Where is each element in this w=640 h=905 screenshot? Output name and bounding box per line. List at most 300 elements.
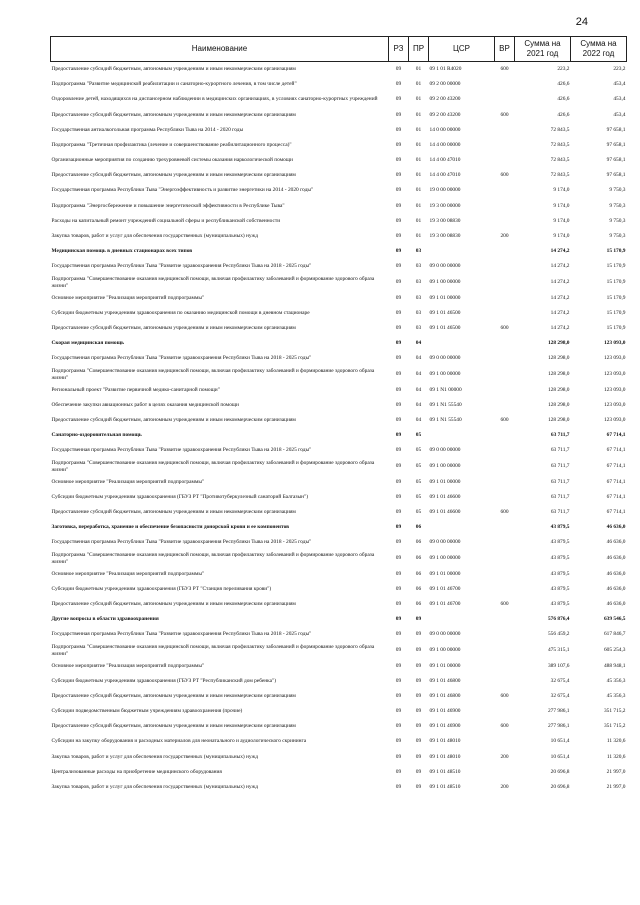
row-sum-2022-cell: 67 714,1 [606, 508, 626, 515]
row-csr-cell: 09 1 01 R4020 [429, 66, 462, 73]
row-sum-2021-cell: 9 174,0 [553, 217, 570, 224]
row-vr-cell [495, 490, 515, 505]
row-vr-cell [495, 704, 515, 719]
row-vr-cell [495, 567, 515, 582]
row-sum-2021-cell: 223,2 [557, 66, 570, 73]
row-csr-cell: 09 2 00 43200 [429, 96, 461, 103]
table-row [51, 750, 627, 765]
row-pr-cell: 05 [415, 447, 422, 454]
row-vr-cell [495, 643, 515, 659]
row-name-cell: Предоставление субсидий бюджетным, автономным учреждениям и иным некоммерческим организациям [51, 692, 296, 699]
row-csr-cell: 09 1 01 46800 [429, 692, 461, 699]
row-sum-2022-cell: 97 658,1 [606, 171, 626, 178]
row-csr-cell: 14 4 00 47010 [429, 171, 461, 178]
row-csr-cell [429, 244, 495, 259]
row-csr-cell: 09 1 01 46500 [429, 324, 461, 331]
row-sum-2022-cell: 21 997,0 [606, 783, 626, 790]
row-sum-2021-cell: 20 696,8 [550, 768, 570, 775]
table-row [51, 275, 627, 291]
row-sum-2021-cell: 9 174,0 [553, 232, 570, 239]
row-sum-2021-cell: 63 711,7 [550, 478, 570, 485]
row-rz-cell: 09 [395, 187, 402, 194]
table-row [51, 199, 627, 214]
row-csr-cell: 09 1 01 00000 [429, 478, 461, 485]
table-row [51, 214, 627, 229]
row-name-cell: Предоставление субсидий бюджетным, автономным учреждениям и иным некоммерческим организациям [51, 722, 296, 729]
row-name-cell: Предоставление субсидий бюджетным, автономным учреждениям и иным некоммерческим организациям [51, 171, 296, 178]
table-row [51, 413, 627, 428]
row-rz-cell: 09 [395, 768, 402, 775]
row-csr-cell: 09 0 00 00000 [429, 631, 461, 638]
row-sum-2022-cell: 67 714,1 [606, 431, 626, 438]
row-sum-2022-cell: 15 170,9 [606, 247, 626, 254]
row-csr-cell: 09 1 01 48510 [429, 768, 461, 775]
row-sum-2022-cell: 123 093,0 [603, 401, 626, 408]
row-vr-cell [495, 428, 515, 443]
row-vr-cell [495, 92, 515, 108]
header-sum-2021: Сумма на 2021 год [515, 37, 571, 62]
row-csr-cell: 14 4 00 00000 [429, 141, 461, 148]
row-csr-cell: 09 1 N1 55540 [429, 416, 462, 423]
row-name-cell: Подпрограмма "Совершенствование оказания медицинской помощи, включая профилактику заболеваний и формирование здорового образа жизни" [51, 460, 375, 473]
row-vr-cell [495, 659, 515, 674]
row-sum-2022-cell: 46 636,0 [606, 555, 626, 562]
row-sum-2022-cell: 488 948,1 [603, 662, 626, 669]
row-sum-2022-cell: 123 093,0 [603, 416, 626, 423]
budget-table [50, 36, 627, 795]
row-pr-cell: 03 [415, 294, 422, 301]
row-csr-cell: 09 1 01 46800 [429, 677, 461, 684]
row-sum-2021-cell: 63 711,7 [550, 463, 570, 470]
table-row [51, 123, 627, 138]
row-sum-2021-cell: 426,6 [557, 96, 570, 103]
row-name-cell: Подпрограмма "Третичная профилактика (лечение и совершенствование реабилитационного процесса)" [51, 141, 292, 148]
row-sum-2021-cell: 14 274,2 [550, 263, 570, 270]
row-sum-2021-cell: 128 298,0 [547, 386, 570, 393]
row-rz-cell: 09 [395, 615, 402, 622]
table-row [51, 291, 627, 306]
row-pr-cell: 03 [415, 263, 422, 270]
row-rz-cell: 09 [395, 431, 402, 438]
row-name-cell: Предоставление субсидий бюджетным, автономным учреждениям и иным некоммерческим организациям [51, 324, 296, 331]
row-rz-cell: 09 [395, 309, 402, 316]
row-rz-cell: 09 [395, 493, 402, 500]
row-sum-2022-cell: 639 546,5 [603, 615, 626, 622]
row-name-cell: Подпрограмма "Совершенствование оказания медицинской помощи, включая профилактику заболеваний и формирование здорового образа жизни" [51, 368, 375, 381]
row-rz-cell: 09 [395, 631, 402, 638]
row-rz-cell: 09 [395, 722, 402, 729]
row-name-cell: Обеспечение закупки авиационных работ в целях оказания медицинской помощи [51, 401, 239, 408]
row-pr-cell: 04 [415, 401, 422, 408]
row-pr-cell: 09 [415, 738, 422, 745]
row-pr-cell: 01 [415, 80, 422, 87]
row-csr-cell: 09 1 01 46600 [429, 493, 461, 500]
row-sum-2022-cell: 11 320,6 [606, 738, 626, 745]
row-csr-cell: 09 1 01 00000 [429, 662, 461, 669]
row-name-cell: Оздоровление детей, находящихся на диспансерном наблюдении в медицинских организациях, в условиях санаторно-курортных учреждений [51, 96, 378, 103]
row-csr-cell: 09 0 00 00000 [429, 263, 461, 270]
row-sum-2022-cell: 15 170,9 [606, 263, 626, 270]
row-name-cell: Медицинская помощь в дневных стационарах всех типов [51, 247, 193, 254]
row-name-cell: Государственная программа Республики Тыва "Энергоэффективность и развитие энергетики на 2014 - 2020 годы" [51, 187, 314, 194]
row-sum-2022-cell: 97 658,1 [606, 141, 626, 148]
row-name-cell: Закупка товаров, работ и услуг для обеспечения государственных (муниципальных) нужд [51, 753, 259, 760]
table-header-row [51, 37, 627, 62]
row-csr-cell: 09 1 N1 55540 [429, 401, 462, 408]
row-sum-2022-cell: 67 714,1 [606, 447, 626, 454]
row-vr-cell [495, 734, 515, 750]
row-rz-cell: 09 [395, 738, 402, 745]
row-vr-cell: 200 [500, 783, 509, 790]
row-sum-2021-cell: 63 711,7 [550, 508, 570, 515]
row-sum-2021-cell: 72 843,5 [550, 126, 570, 133]
row-csr-cell: 09 1 00 00000 [429, 279, 461, 286]
row-vr-cell [495, 535, 515, 551]
row-sum-2022-cell: 123 093,0 [603, 355, 626, 362]
row-pr-cell: 01 [415, 232, 422, 239]
row-name-cell: Подпрограмма "Совершенствование оказания медицинской помощи, включая профилактику заболеваний и формирование здорового образа жизни" [51, 552, 375, 565]
row-sum-2021-cell: 14 274,2 [550, 324, 570, 331]
row-sum-2022-cell: 97 658,1 [606, 156, 626, 163]
row-sum-2022-cell: 15 170,9 [606, 324, 626, 331]
row-vr-cell: 600 [500, 111, 509, 118]
table-row [51, 719, 627, 734]
row-rz-cell: 09 [395, 263, 402, 270]
row-csr-cell [429, 612, 495, 627]
row-sum-2021-cell: 475 315,1 [547, 647, 570, 654]
row-name-cell: Основное мероприятие "Реализация мероприятий подпрограммы" [51, 294, 205, 301]
row-sum-2021-cell: 128 298,0 [547, 401, 570, 408]
row-sum-2022-cell: 67 714,1 [606, 493, 626, 500]
row-sum-2022-cell: 46 636,0 [606, 585, 626, 592]
table-row [51, 443, 627, 459]
row-rz-cell: 09 [395, 508, 402, 515]
row-pr-cell: 01 [415, 126, 422, 133]
row-sum-2021-cell: 43 879,5 [550, 600, 570, 607]
row-sum-2021-cell: 14 274,2 [550, 294, 570, 301]
table-row [51, 597, 627, 612]
row-sum-2022-cell: 46 636,0 [606, 523, 626, 530]
row-sum-2021-cell: 43 879,5 [550, 555, 570, 562]
row-rz-cell: 09 [395, 647, 402, 654]
row-sum-2022-cell: 9 750,3 [609, 232, 626, 239]
row-vr-cell: 600 [500, 600, 509, 607]
row-rz-cell: 09 [395, 707, 402, 714]
row-sum-2021-cell: 277 986,1 [547, 707, 570, 714]
row-sum-2021-cell: 576 876,4 [547, 615, 570, 622]
row-sum-2022-cell: 46 636,0 [606, 570, 626, 577]
table-row [51, 383, 627, 398]
row-vr-cell [495, 123, 515, 138]
table-row [51, 459, 627, 475]
row-sum-2021-cell: 128 298,0 [547, 355, 570, 362]
row-sum-2022-cell: 46 636,0 [606, 539, 626, 546]
row-vr-cell [495, 582, 515, 597]
row-sum-2022-cell: 9 750,3 [609, 217, 626, 224]
header-name: Наименование [51, 37, 389, 62]
header-csr: ЦСР [429, 37, 495, 62]
row-vr-cell: 600 [500, 416, 509, 423]
row-vr-cell [495, 367, 515, 383]
table-row [51, 336, 627, 351]
row-sum-2022-cell: 9 750,3 [609, 202, 626, 209]
row-pr-cell: 05 [415, 508, 422, 515]
row-csr-cell: 19 3 00 08830 [429, 217, 461, 224]
header-vr: ВР [495, 37, 515, 62]
row-name-cell: Основное мероприятие "Реализация мероприятий подпрограммы" [51, 478, 205, 485]
row-sum-2022-cell: 453,4 [613, 111, 626, 118]
row-pr-cell: 04 [415, 339, 422, 346]
row-csr-cell: 09 1 01 46700 [429, 585, 461, 592]
row-name-cell: Субсидии подведомственным бюджетным учреждениям здравоохранения (прочие) [51, 707, 243, 714]
row-sum-2022-cell: 123 093,0 [603, 339, 626, 346]
row-pr-cell: 01 [415, 96, 422, 103]
row-name-cell: Предоставление субсидий бюджетным, автономным учреждениям и иным некоммерческим организациям [51, 416, 296, 423]
table-row [51, 490, 627, 505]
row-sum-2022-cell: 123 093,0 [603, 386, 626, 393]
row-pr-cell: 09 [415, 631, 422, 638]
row-vr-cell [495, 214, 515, 229]
table-row [51, 92, 627, 108]
table-row [51, 321, 627, 336]
row-rz-cell: 09 [395, 156, 402, 163]
row-vr-cell [495, 551, 515, 567]
row-rz-cell: 09 [395, 463, 402, 470]
table-row [51, 153, 627, 168]
row-vr-cell [495, 138, 515, 153]
row-rz-cell: 09 [395, 141, 402, 148]
row-vr-cell [495, 383, 515, 398]
row-vr-cell: 600 [500, 692, 509, 699]
row-pr-cell: 01 [415, 217, 422, 224]
row-sum-2022-cell: 617 846,7 [603, 631, 626, 638]
row-csr-cell: 09 1 N1 00000 [429, 386, 462, 393]
table-row [51, 244, 627, 259]
row-name-cell: Государственная программа Республики Тыва "Развитие здравоохранения Республики Тыва на 2018 - 2025 годы" [51, 355, 312, 362]
table-row [51, 138, 627, 153]
row-name-cell: Региональный проект "Развитие первичной медико-санитарной помощи" [51, 386, 220, 393]
row-sum-2021-cell: 10 651,4 [550, 753, 570, 760]
table-row [51, 612, 627, 627]
row-vr-cell: 600 [500, 171, 509, 178]
table-row [51, 520, 627, 535]
row-sum-2022-cell: 45 356,3 [606, 677, 626, 684]
row-rz-cell: 09 [395, 539, 402, 546]
row-name-cell: Закупка товаров, работ и услуг для обеспечения государственных (муниципальных) нужд [51, 232, 259, 239]
row-pr-cell: 01 [415, 111, 422, 118]
row-sum-2021-cell: 43 879,5 [550, 523, 570, 530]
row-csr-cell: 09 1 01 46700 [429, 600, 461, 607]
row-rz-cell: 09 [395, 232, 402, 239]
row-csr-cell [429, 336, 495, 351]
row-vr-cell [495, 244, 515, 259]
table-row [51, 765, 627, 780]
row-sum-2021-cell: 128 298,0 [547, 416, 570, 423]
table-row [51, 62, 627, 77]
row-pr-cell: 01 [415, 141, 422, 148]
row-vr-cell [495, 398, 515, 413]
row-sum-2021-cell: 63 711,7 [550, 493, 570, 500]
row-csr-cell: 09 2 00 43200 [429, 111, 461, 118]
row-pr-cell: 05 [415, 478, 422, 485]
row-sum-2021-cell: 43 879,5 [550, 539, 570, 546]
table-row [51, 108, 627, 123]
row-vr-cell: 200 [500, 753, 509, 760]
row-vr-cell [495, 275, 515, 291]
row-pr-cell: 09 [415, 692, 422, 699]
table-row [51, 398, 627, 413]
row-csr-cell: 09 1 01 48010 [429, 753, 461, 760]
table-row [51, 183, 627, 199]
row-vr-cell: 600 [500, 66, 509, 73]
row-vr-cell [495, 259, 515, 275]
row-sum-2022-cell: 11 320,6 [606, 753, 626, 760]
row-rz-cell: 09 [395, 217, 402, 224]
row-rz-cell: 09 [395, 585, 402, 592]
row-pr-cell: 04 [415, 371, 422, 378]
row-name-cell: Предоставление субсидий бюджетным, автономным учреждениям и иным некоммерческим организациям [51, 508, 296, 515]
row-sum-2022-cell: 605 254,3 [603, 647, 626, 654]
row-rz-cell: 09 [395, 111, 402, 118]
row-rz-cell: 09 [395, 96, 402, 103]
row-rz-cell: 09 [395, 247, 402, 254]
row-pr-cell: 06 [415, 600, 422, 607]
row-sum-2022-cell: 453,4 [613, 80, 626, 87]
row-rz-cell: 09 [395, 677, 402, 684]
row-rz-cell: 09 [395, 339, 402, 346]
row-vr-cell [495, 674, 515, 689]
row-pr-cell: 01 [415, 202, 422, 209]
header-rz: РЗ [389, 37, 409, 62]
table-row [51, 229, 627, 244]
table-row [51, 659, 627, 674]
row-pr-cell: 09 [415, 768, 422, 775]
row-sum-2021-cell: 20 696,8 [550, 783, 570, 790]
page-number: 24 [575, 16, 588, 28]
row-rz-cell: 09 [395, 386, 402, 393]
row-sum-2022-cell: 97 658,1 [606, 126, 626, 133]
row-pr-cell: 01 [415, 171, 422, 178]
row-sum-2021-cell: 9 174,0 [553, 202, 570, 209]
row-rz-cell: 09 [395, 478, 402, 485]
row-pr-cell: 01 [415, 156, 422, 163]
row-name-cell: Основное мероприятие "Реализация мероприятий подпрограммы" [51, 662, 205, 669]
table-row [51, 704, 627, 719]
row-sum-2021-cell: 14 274,2 [550, 247, 570, 254]
row-sum-2021-cell: 72 843,5 [550, 141, 570, 148]
row-rz-cell: 09 [395, 447, 402, 454]
row-csr-cell: 19 3 00 00000 [429, 202, 461, 209]
row-name-cell: Субсидии бюджетным учреждениям здравоохранения по оказанию медицинской помощи в дневном стационаре [51, 309, 310, 316]
row-sum-2022-cell: 123 093,0 [603, 371, 626, 378]
row-pr-cell: 09 [415, 722, 422, 729]
row-name-cell: Другие вопросы в области здравоохранения [51, 615, 159, 622]
row-pr-cell: 04 [415, 355, 422, 362]
row-sum-2021-cell: 426,6 [557, 80, 570, 87]
row-name-cell: Санаторно-оздоровительная помощь [51, 431, 142, 438]
row-sum-2021-cell: 32 675,4 [550, 677, 570, 684]
row-pr-cell: 09 [415, 615, 422, 622]
row-pr-cell: 09 [415, 647, 422, 654]
row-csr-cell: 09 1 00 00000 [429, 371, 461, 378]
row-sum-2021-cell: 14 274,2 [550, 279, 570, 286]
row-sum-2022-cell: 453,4 [613, 96, 626, 103]
table-row [51, 259, 627, 275]
row-sum-2021-cell: 556 459,2 [547, 631, 570, 638]
row-rz-cell: 09 [395, 171, 402, 178]
row-sum-2021-cell: 72 843,5 [550, 171, 570, 178]
table-row [51, 643, 627, 659]
row-sum-2021-cell: 128 298,0 [547, 339, 570, 346]
row-sum-2021-cell: 43 879,5 [550, 585, 570, 592]
row-csr-cell: 09 0 00 00000 [429, 539, 461, 546]
row-csr-cell: 09 0 00 00000 [429, 447, 461, 454]
row-name-cell: Заготовка, переработка, хранение и обеспечение безопасности донорской крови и ее компонентов [51, 523, 290, 530]
table-row [51, 428, 627, 443]
row-sum-2022-cell: 46 636,0 [606, 600, 626, 607]
row-rz-cell: 09 [395, 202, 402, 209]
row-pr-cell: 03 [415, 247, 422, 254]
row-vr-cell [495, 351, 515, 367]
row-vr-cell [495, 306, 515, 321]
row-vr-cell [495, 459, 515, 475]
row-pr-cell: 06 [415, 585, 422, 592]
row-vr-cell [495, 291, 515, 306]
row-pr-cell: 04 [415, 386, 422, 393]
row-csr-cell: 14 4 00 47010 [429, 156, 461, 163]
row-csr-cell: 09 1 00 00000 [429, 463, 461, 470]
row-csr-cell: 09 1 01 46900 [429, 722, 461, 729]
row-csr-cell [429, 428, 495, 443]
row-vr-cell [495, 183, 515, 199]
row-vr-cell [495, 199, 515, 214]
row-rz-cell: 09 [395, 600, 402, 607]
row-sum-2022-cell: 223,2 [613, 66, 626, 73]
row-sum-2021-cell: 63 711,7 [550, 447, 570, 454]
row-rz-cell: 09 [395, 80, 402, 87]
row-name-cell: Государственная программа Республики Тыва "Развитие здравоохранения Республики Тыва на 2018 - 2025 годы" [51, 631, 312, 638]
row-csr-cell: 19 3 00 08830 [429, 232, 461, 239]
row-rz-cell: 09 [395, 126, 402, 133]
row-pr-cell: 09 [415, 707, 422, 714]
row-rz-cell: 09 [395, 692, 402, 699]
row-sum-2022-cell: 67 714,1 [606, 478, 626, 485]
row-rz-cell: 09 [395, 662, 402, 669]
row-name-cell: Государственная антиалкогольная программа Республики Тыва на 2014 - 2020 годы [51, 126, 244, 133]
table-row [51, 367, 627, 383]
row-rz-cell: 09 [395, 324, 402, 331]
row-rz-cell: 09 [395, 279, 402, 286]
table-body [51, 62, 627, 795]
row-sum-2021-cell: 72 843,5 [550, 156, 570, 163]
row-csr-cell: 09 1 01 00000 [429, 294, 461, 301]
row-vr-cell [495, 77, 515, 92]
table-row [51, 77, 627, 92]
row-vr-cell [495, 765, 515, 780]
row-name-cell: Предоставление субсидий бюджетным, автономным учреждениям и иным некоммерческим организациям [51, 111, 296, 118]
row-vr-cell [495, 336, 515, 351]
table-row [51, 551, 627, 567]
row-vr-cell [495, 475, 515, 490]
row-name-cell: Субсидии бюджетным учреждениям здравоохранения (ГБУЗ РТ "Противотуберкулезный санаторий Балгазын") [51, 493, 309, 500]
row-sum-2022-cell: 45 356,3 [606, 692, 626, 699]
row-pr-cell: 05 [415, 493, 422, 500]
row-pr-cell: 05 [415, 431, 422, 438]
row-sum-2021-cell: 128 298,0 [547, 371, 570, 378]
row-pr-cell: 06 [415, 523, 422, 530]
row-rz-cell: 09 [395, 570, 402, 577]
row-pr-cell: 01 [415, 187, 422, 194]
